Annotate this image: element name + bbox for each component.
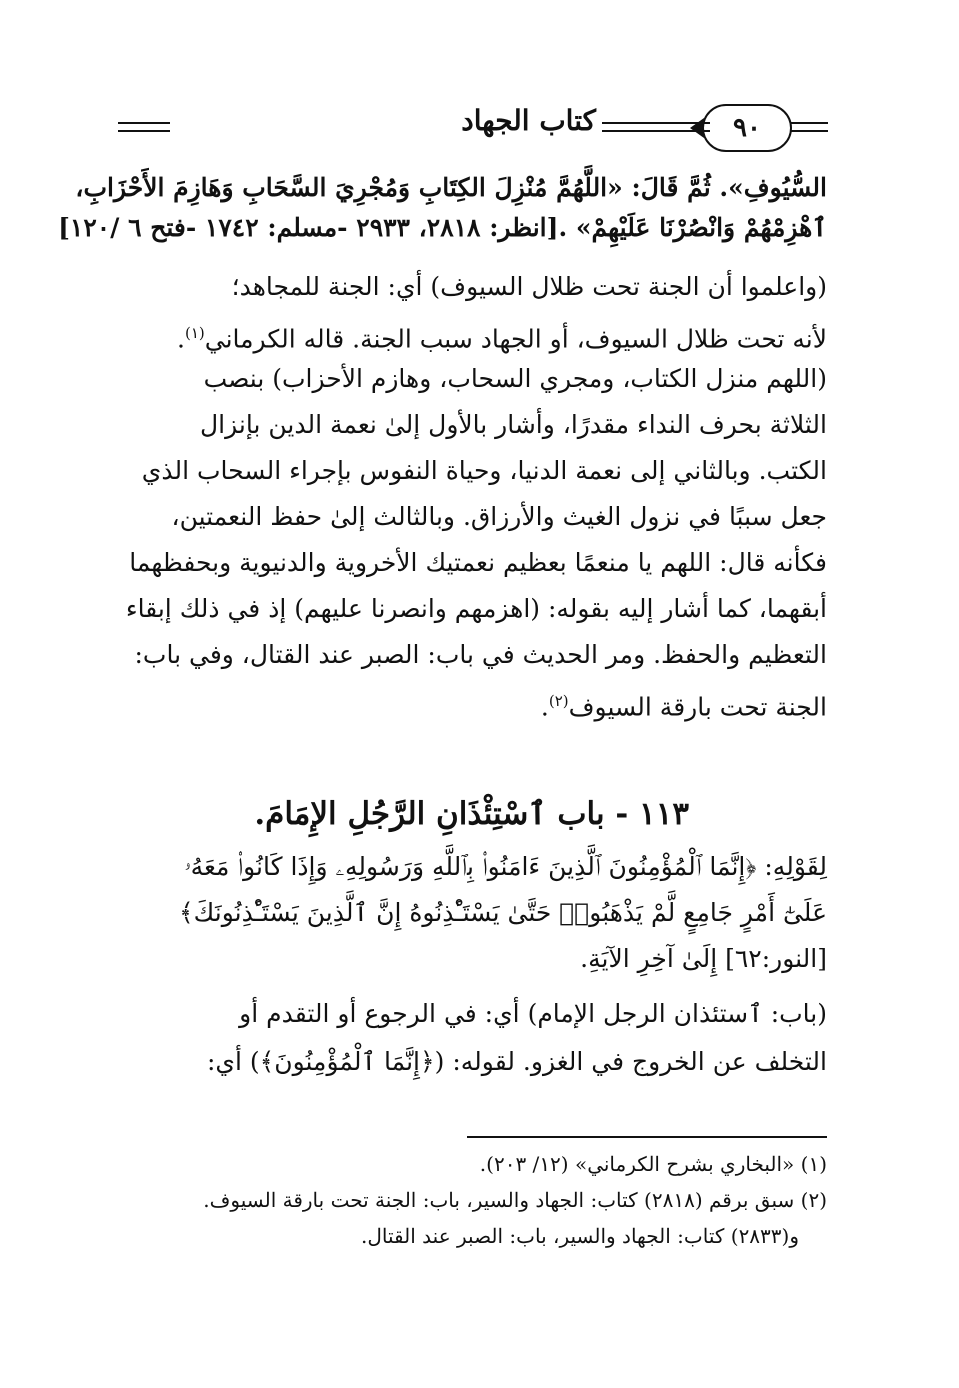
header-rule [118, 122, 170, 124]
commentary-line: التعظيم والحفظ. ومر الحديث في باب: الصبر عند القتال، وفي باب: [134, 640, 827, 669]
commentary-line-text: الجنة تحت بارقة السيوف [568, 692, 827, 722]
footnote-ref-1[interactable]: (١) [184, 324, 205, 342]
verse-line: لِقَوْلِهِ: ﴿إِنَّمَا ٱلْمُؤْمِنُونَ ٱلَّذِينَ ءَامَنُوا۟ بِٱللَّهِ وَرَسُولِهِۦ وَإِذَا كَانُوا۟ مَعَهُۥ [184, 852, 827, 881]
header-rule [602, 122, 710, 124]
explanation-line: التخلف عن الخروج في الغزو. لقوله: (﴿إِنَّمَا ٱلْمُؤْمِنُونَ﴾) أي: [206, 1047, 827, 1076]
commentary-line: فكأنه قال: اللهم يا منعمًا بعظيم نعمتيك الأخروية والدنيوية وبحفظهما [129, 548, 827, 577]
hadith-line: السُّيُوفِ». ثُمَّ قَالَ: «اللَّهُمَّ مُنْزِلَ الكِتَابِ وَمُجْرِيَ السَّحَابِ وَهَازِمَ الأَحْزَابِ، [75, 173, 827, 202]
header-rule [118, 130, 170, 132]
running-title: كتاب الجهاد [461, 104, 596, 137]
commentary-line: الكتب. وبالثاني إلى نعمة الدنيا، وحياة النفوس بإجراء السحاب الذي [141, 456, 827, 485]
verse-line: [النور:٦٢] إِلَىٰ آخِرِ الآيَةِ. [580, 944, 827, 973]
commentary-line [127, 310, 827, 356]
commentary-line: (اللهم منزل الكتاب، ومجري السحاب، وهازم الأحزاب) بنصب [203, 364, 827, 393]
footnote-1: (١) «البخاري بشرح الكرماني» (١٢/ ٢٠٣). [479, 1152, 827, 1176]
footnote-separator [467, 1136, 827, 1138]
chapter-heading: ١١٣ - باب ٱسْتِئْذَانِ الرَّجُلِ الإِمَامَ. [254, 796, 689, 832]
commentary-line-text: لأنه تحت ظلال السيوف، أو الجهاد سبب الجنة. قاله الكرماني [204, 324, 827, 354]
commentary-line: الثلاثة بحرف النداء مقدرًا، وأشار بالأول إلىٰ نعمة الدين بإنزال [199, 410, 827, 439]
commentary-line: جعل سببًا في نزول الغيث والأرزاق. وبالثالث إلىٰ حفظ النعمتين، [171, 502, 827, 531]
page-header [118, 98, 828, 162]
footnote-ref-2[interactable]: (٢) [548, 692, 569, 710]
commentary-text [127, 264, 827, 724]
hadith-text [58, 168, 827, 248]
header-rule [602, 130, 710, 132]
footnotes [127, 1146, 827, 1254]
verse-text [127, 844, 827, 982]
explanation-text [127, 990, 827, 1086]
sentence-end: . [177, 324, 185, 354]
commentary-line: أبقهما، كما أشار إليه بقوله: (اهزمهم وانصرنا عليهم) إذ في ذلك إبقاء [125, 594, 827, 623]
footnote-2: (٢) سبق برقم (٢٨١٨) كتاب: الجهاد والسير، باب: الجنة تحت بارقة السيوف. [203, 1188, 827, 1212]
footnote-2-continued: و(٢٨٣٣) كتاب: الجهاد والسير، باب: الصبر عند القتال. [361, 1224, 799, 1248]
commentary-line [127, 678, 827, 724]
sentence-end: . [540, 692, 549, 722]
header-rule [786, 130, 828, 132]
page-number [702, 104, 792, 152]
explanation-line: (باب: ٱستئذان الرجل الإمام) أي: في الرجوع أو التقدم أو [239, 999, 827, 1028]
verse-line: عَلَىٰٓ أَمْرٍ جَامِعٍ لَّمْ يَذْهَبُوا۟ حَتَّىٰ يَسْتَـْٔذِنُوهُ إِنَّ ٱلَّذِينَ يَسْتَـْٔذِنُونَكَ﴾ [179, 898, 827, 927]
hadith-line: ٱهْزِمْهُمْ وَانْصُرْنَا عَلَيْهِمْ» .[انظر: ٢٨١٨، ٢٩٣٣ -مسلم: ١٧٤٢ -فتح ٦ /١٢٠] [58, 213, 827, 242]
header-rule [786, 122, 828, 124]
commentary-line: (واعلموا أن الجنة تحت ظلال السيوف) أي: الجنة للمجاهد؛ [231, 272, 827, 301]
page-number-text: ٩٠ [733, 113, 761, 143]
